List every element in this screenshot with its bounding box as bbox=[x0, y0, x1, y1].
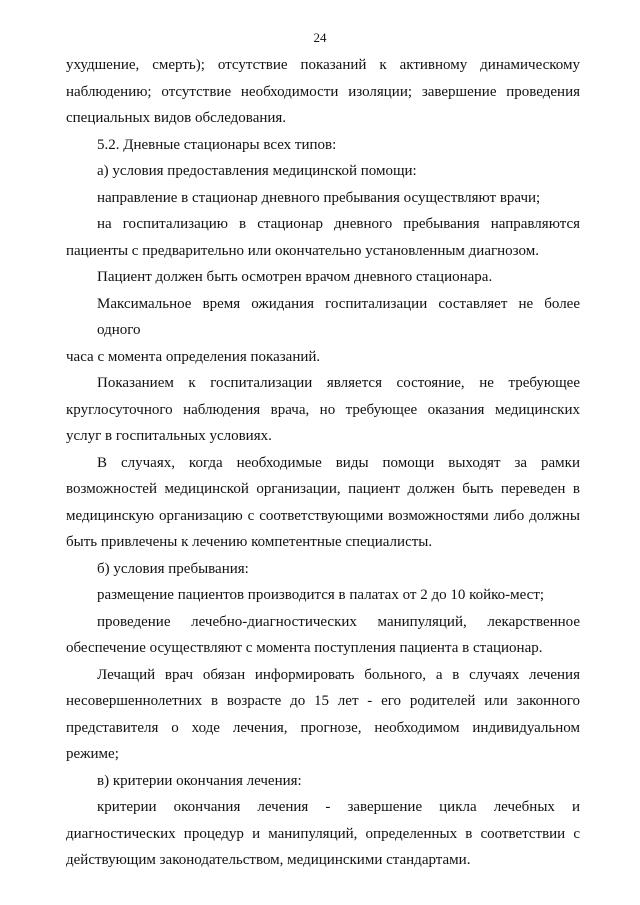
text-line: несовершеннолетних в возрасте до 15 лет - его родителей или законного bbox=[66, 693, 580, 709]
text-line: представителя о ходе лечения, прогнозе, необходимом индивидуальном bbox=[66, 719, 580, 736]
text-line: направление в стационар дневного пребывания осуществляют врачи; bbox=[97, 189, 541, 206]
text-line: режиме; bbox=[66, 746, 119, 762]
text-line: б) условия пребывания: bbox=[97, 560, 249, 577]
text-line: проведение лечебно-диагностических манипуляций, лекарственное bbox=[97, 613, 580, 630]
text-line: а) условия предоставления медицинской помощи: bbox=[97, 163, 417, 179]
text-line: критерии окончания лечения - завершение цикла лечебных и bbox=[97, 799, 580, 815]
text-line: пациенты с предварительно или окончательно установленным диагнозом. bbox=[66, 242, 539, 259]
text-line: услуг в госпитальных условиях. bbox=[66, 428, 272, 444]
text-line: возможностей медицинской организации, пациент должен быть переведен в bbox=[66, 481, 580, 497]
text-line: действующим законодательством, медицинскими стандартами. bbox=[66, 852, 471, 868]
text-line: В случаях, когда необходимые виды помощи выходят за рамки bbox=[97, 454, 580, 471]
text-line: в) критерии окончания лечения: bbox=[97, 772, 302, 789]
text-line: быть привлечены к лечению компетентные специалисты. bbox=[66, 534, 433, 550]
text-line: на госпитализацию в стационар дневного пребывания направляются bbox=[97, 216, 580, 232]
text-line: наблюдению; отсутствие необходимости изоляции; завершение проведения bbox=[66, 83, 580, 100]
text-line: размещение пациентов производится в палатах от 2 до 10 койко-мест; bbox=[97, 587, 545, 603]
page-number: 24 bbox=[313, 30, 327, 45]
text-line: Пациент должен быть осмотрен врачом дневного стационара. bbox=[97, 269, 493, 285]
text-line: Показанием к госпитализации является состояние, не требующее bbox=[97, 375, 580, 391]
text-line: Лечащий врач обязан информировать больного, а в случаях лечения bbox=[97, 666, 580, 683]
text-line: круглосуточного наблюдения врача, но требующее оказания медицинских bbox=[66, 401, 580, 418]
document-body bbox=[66, 52, 580, 874]
text-line: ухудшение, смерть); отсутствие показаний к активному динамическому bbox=[66, 57, 580, 73]
text-line: специальных видов обследования. bbox=[66, 110, 287, 126]
text-line: часа с момента определения показаний. bbox=[66, 348, 321, 365]
text-line: 5.2. Дневные стационары всех типов: bbox=[97, 136, 337, 153]
text-line: Максимальное время ожидания госпитализации составляет не более одного bbox=[97, 295, 580, 338]
text-line: обеспечение осуществляют с момента поступления пациента в стационар. bbox=[66, 640, 543, 656]
text-line: медицинскую организацию с соответствующими возможностями либо должны bbox=[66, 507, 580, 524]
text-line: диагностических процедур и манипуляций, определенных в соответствии с bbox=[66, 825, 580, 842]
